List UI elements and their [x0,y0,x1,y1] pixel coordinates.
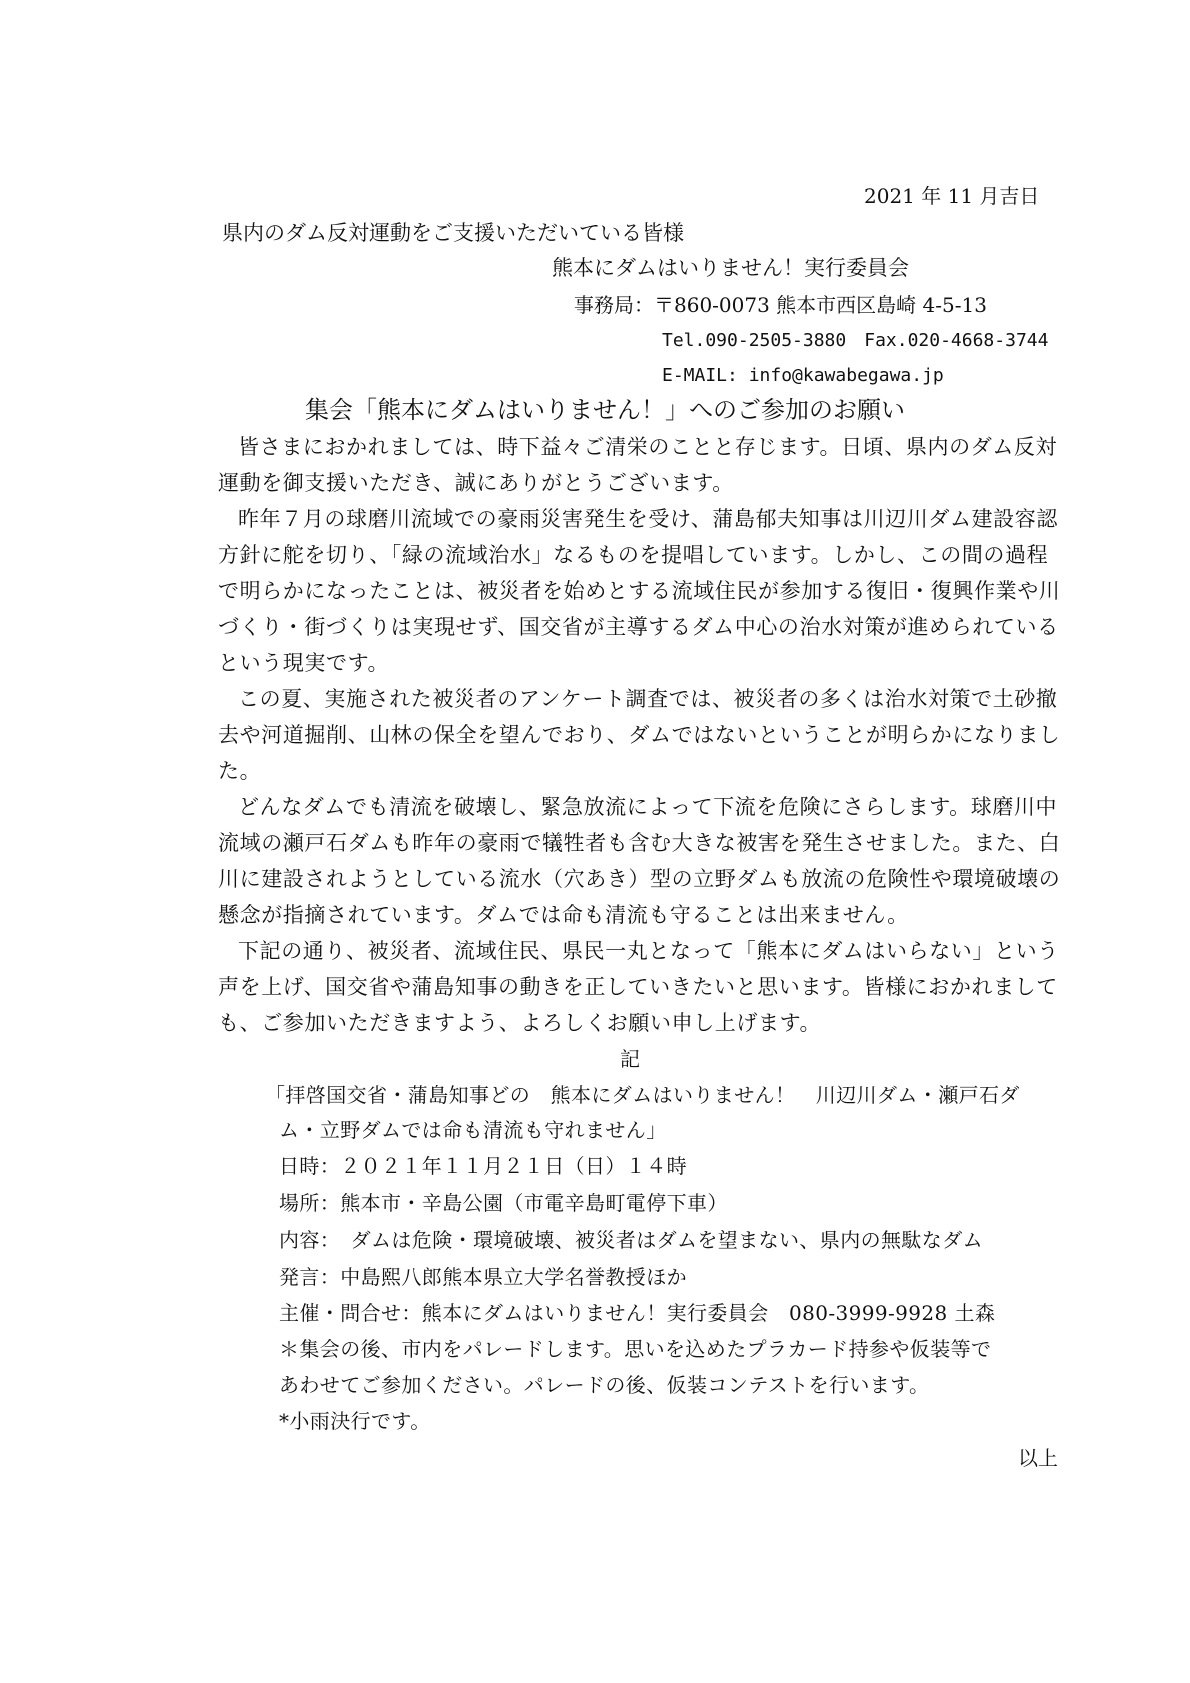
body-line: 運動を御支援いただき、誠にありがとうございます。 [218,471,734,495]
document-date: 2021 年 11 月吉日 [864,184,1040,208]
body-line: 声を上げ、国交省や蒲島知事の動きを正していきたいと思います。皆様におかれまして [218,975,1058,999]
event-speech: 発言：中島熙八郎熊本県立大学名誉教授ほか [279,1265,687,1289]
body-line: 流域の瀬戸石ダムも昨年の豪雨で犠牲者も含む大きな被害を発生させました。また、白 [218,831,1061,855]
event-name-continued: ム・立野ダムでは命も清流も守れません」 [279,1118,667,1142]
ki-heading: 記 [620,1047,640,1071]
body-line: づくり・街づくりは実現せず、国交省が主導するダム中心の治水対策が進められている [218,615,1059,639]
event-note: ＊集会の後、市内をパレードします。思いを込めたプラカード持参や仮装等で [279,1337,992,1361]
body-line: という現実です。 [218,651,390,675]
body-line: 皆さまにおかれましては、時下益々ご清栄のことと存じます。日頃、県内のダム反対 [238,435,1058,459]
body-line: た。 [218,759,262,783]
body-line: どんなダムでも清流を破壊し、緊急放流によって下流を危険にさらします。球磨川中 [238,795,1058,819]
body-line: 川に建設されようとしている流水（穴あき）型の立野ダムも放流の危険性や環境破壊の [218,867,1061,891]
email-address: E-MAIL: info@kawabegawa.jp [662,365,944,386]
body-line: も、ご参加いただきますよう、よろしくお願い申し上げます。 [218,1011,822,1035]
body-line: 下記の通り、被災者、流域住民、県民一丸となって「熊本にダムはいらない」という [238,939,1059,963]
event-note: *小雨決行です。 [279,1409,431,1433]
sender-organization: 熊本にダムはいりません！実行委員会 [552,256,909,280]
addressee: 県内のダム反対運動をご支援いただいている皆様 [222,221,684,245]
body-line: 昨年７月の球磨川流域での豪雨災害発生を受け、蒲島郁夫知事は川辺川ダム建設容認 [238,507,1058,531]
event-organizer: 主催・問合せ：熊本にダムはいりません！実行委員会 080-3999-9928 土森 [279,1301,996,1325]
event-place: 場所：熊本市・辛島公園（市電辛島町電停下車） [279,1191,728,1215]
event-datetime: 日時：２０２１年１１月２１日（日）１４時 [279,1154,687,1178]
tel-fax: Tel.090-2505-3880 Fax.020-4668-3744 [662,330,1049,351]
document-title: 集会「熊本にダムはいりません！」へのご参加のお願い [305,396,905,424]
body-line: 去や河道掘削、山林の保全を望んでおり、ダムではないということが明らかになりまし [218,723,1061,747]
body-line: この夏、実施された被災者のアンケート調査では、被災者の多くは治水対策で土砂撤 [238,687,1058,711]
body-line: で明らかになったことは、被災者を始めとする流域住民が参加する復旧・復興作業や川 [218,579,1061,603]
office-address: 事務局：〒860-0073 熊本市西区島崎 4-5-13 [574,293,987,317]
event-content: 内容： ダムは危険・環境破壊、被災者はダムを望まない、県内の無駄なダム [279,1228,983,1252]
event-name: 「拝啓国交省・蒲島知事どの 熊本にダムはいりません！ 川辺川ダム・瀬戸石ダ [265,1083,1020,1107]
closing-mark: 以上 [1018,1446,1058,1470]
body-line: 方針に舵を切り、「緑の流域治水」なるものを提唱しています。しかし、この間の過程 [218,543,1049,567]
event-note: あわせてご参加ください。パレードの後、仮装コンテストを行います。 [279,1373,930,1397]
body-line: 懸念が指摘されています。ダムでは命も清流も守ることは出来ません。 [218,903,909,927]
